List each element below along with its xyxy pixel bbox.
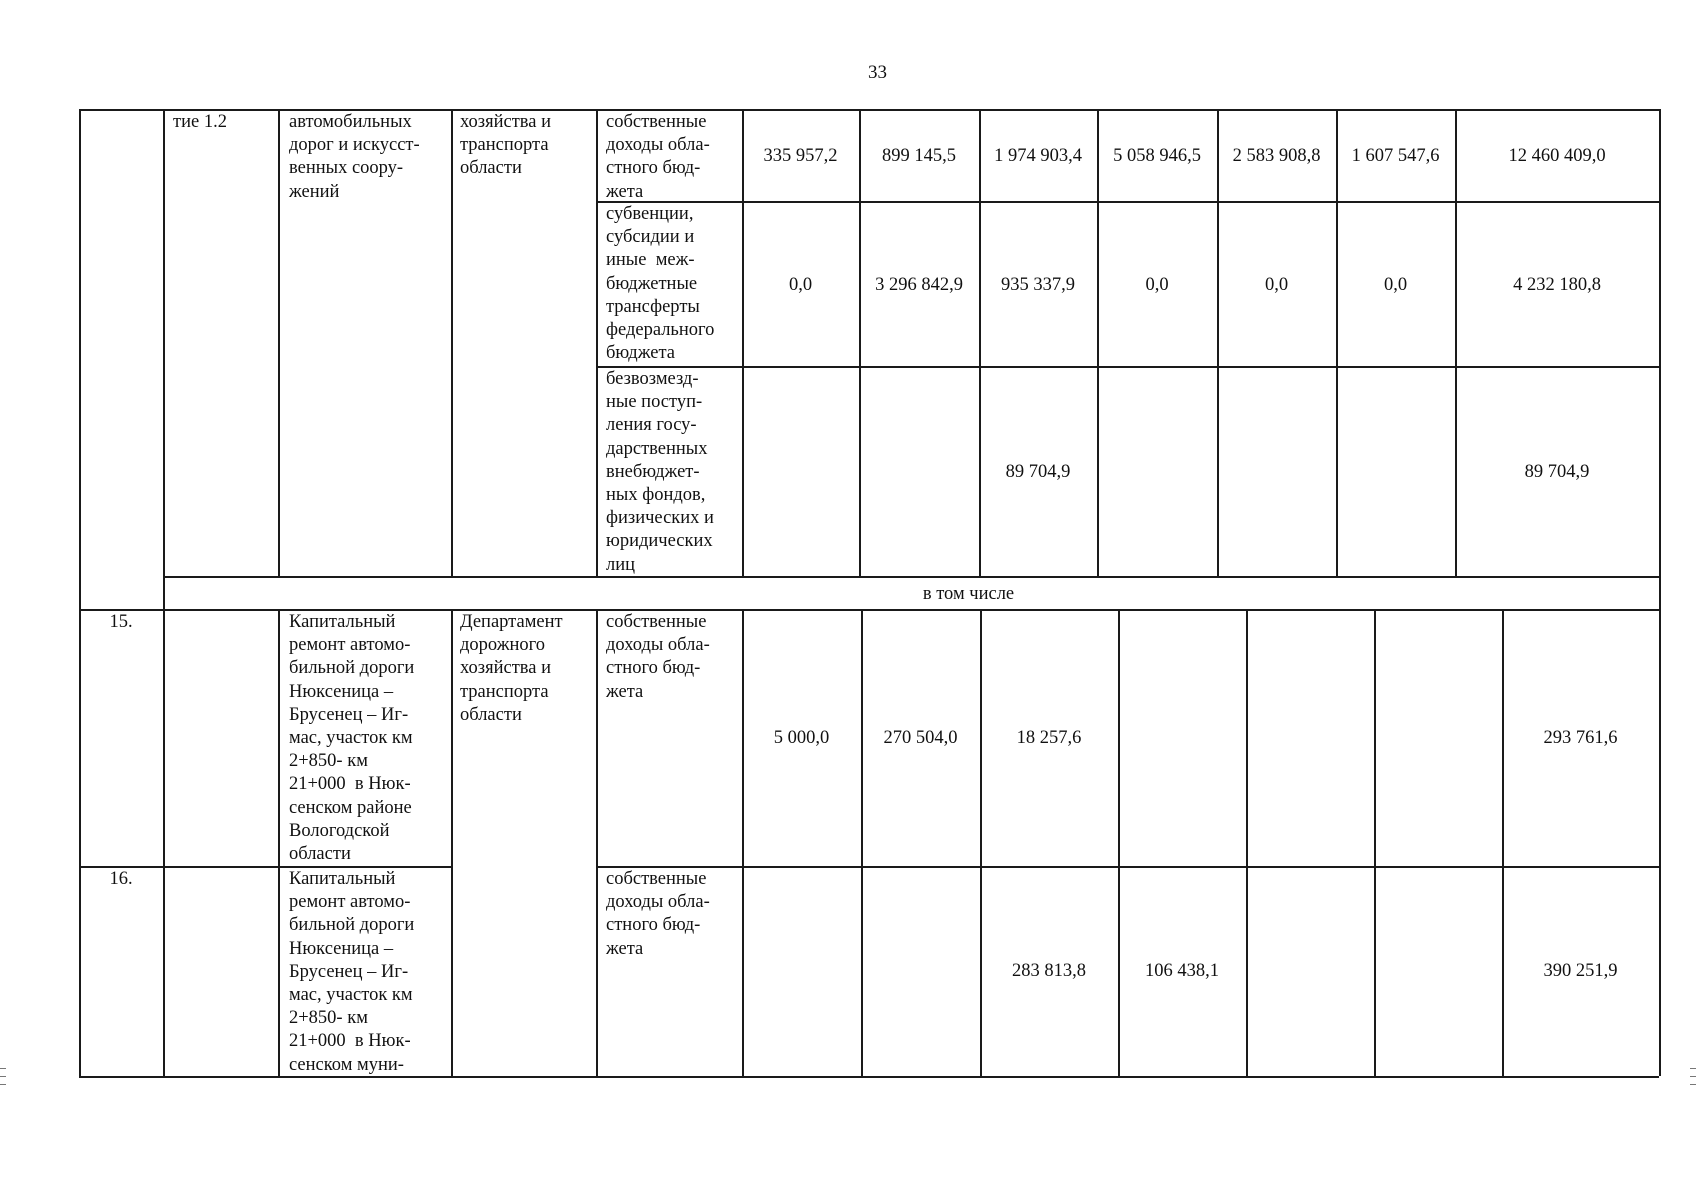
row-number: 16. bbox=[109, 869, 133, 889]
table-rule bbox=[861, 609, 863, 1076]
funding-source: субвенции, субсидии и иные меж- бюджетные трансферты федерального бюджета bbox=[606, 204, 715, 364]
value-cell: 3 296 842,9 bbox=[875, 275, 963, 295]
table-rule bbox=[79, 109, 81, 1076]
table-rule bbox=[596, 609, 598, 1076]
value-cell: 89 704,9 bbox=[1005, 462, 1071, 482]
value-cell: 0,0 bbox=[788, 275, 813, 295]
table-rule bbox=[278, 609, 280, 1076]
table-rule bbox=[451, 109, 453, 576]
value-cell: 18 257,6 bbox=[1016, 728, 1082, 748]
value-cell: 0,0 bbox=[1145, 275, 1169, 295]
value-cell: 0,0 bbox=[1264, 275, 1289, 295]
value-cell: 0,0 bbox=[1383, 275, 1408, 295]
table-rule bbox=[596, 866, 1659, 868]
scan-edge-mark bbox=[1690, 1068, 1696, 1069]
table-rule bbox=[1502, 609, 1504, 1076]
table-rule bbox=[1097, 109, 1099, 576]
executor-name: хозяйства и транспорта области bbox=[460, 112, 552, 179]
page-number: 33 bbox=[868, 62, 887, 83]
table-rule bbox=[163, 109, 165, 1076]
value-cell: 5 058 946,5 bbox=[1113, 146, 1201, 166]
table-rule bbox=[1118, 609, 1120, 1076]
scan-edge-mark bbox=[0, 1076, 6, 1077]
activity-name: Капитальный ремонт автомо- бильной дороги Нюксеница – Брусенец – Иг- мас, участок км 2+850- км 21+000 в Нюк- сенском районе Вологодской области bbox=[289, 612, 415, 865]
value-cell: 293 761,6 bbox=[1543, 728, 1618, 748]
table-rule bbox=[742, 109, 744, 576]
funding-source: безвозмезд- ные поступ- ления госу- дарственных внебюджет- ных фондов, физических и юридических лиц bbox=[606, 369, 714, 575]
value-cell: 1 974 903,4 bbox=[994, 146, 1082, 166]
value-cell: 4 232 180,8 bbox=[1513, 275, 1601, 295]
table-rule bbox=[859, 109, 861, 576]
value-cell: 106 438,1 bbox=[1145, 961, 1219, 981]
scan-edge-mark bbox=[0, 1068, 6, 1069]
table-rule bbox=[451, 609, 453, 1076]
value-cell: 283 813,8 bbox=[1012, 961, 1086, 981]
activity-name: Капитальный ремонт автомо- бильной дороги Нюксеница – Брусенец – Иг- мас, участок км 2+850- км 21+000 в Нюк- сенском муни- bbox=[289, 869, 415, 1075]
value-cell: 390 251,9 bbox=[1543, 961, 1618, 981]
value-cell: 2 583 908,8 bbox=[1232, 146, 1321, 166]
value-cell: 5 000,0 bbox=[773, 728, 830, 748]
program-budget-table bbox=[79, 109, 1659, 1076]
value-cell: 335 957,2 bbox=[763, 146, 838, 166]
table-rule bbox=[1217, 109, 1219, 576]
value-cell: 89 704,9 bbox=[1524, 462, 1590, 482]
value-cell: 1 607 547,6 bbox=[1351, 146, 1440, 166]
table-rule bbox=[1374, 609, 1376, 1076]
table-rule bbox=[1455, 109, 1457, 576]
scan-edge-mark bbox=[1690, 1084, 1696, 1085]
funding-source: собственные доходы обла- стного бюд- жета bbox=[606, 869, 710, 959]
table-rule bbox=[979, 109, 981, 576]
table-rule bbox=[1659, 109, 1661, 1076]
executor-name: Департамент дорожного хозяйства и транспорта области bbox=[460, 612, 563, 725]
table-rule bbox=[596, 109, 598, 576]
table-rule bbox=[163, 576, 1659, 578]
scan-edge-mark bbox=[0, 1084, 6, 1085]
table-rule bbox=[742, 609, 744, 1076]
funding-source: собственные доходы обла- стного бюд- жета bbox=[606, 112, 710, 202]
scan-edge-mark bbox=[1690, 1076, 1696, 1077]
table-rule bbox=[596, 366, 1659, 368]
table-rule bbox=[980, 609, 982, 1076]
including-label: в том числе bbox=[922, 584, 1015, 604]
value-cell: 12 460 409,0 bbox=[1508, 146, 1606, 166]
value-cell: 899 145,5 bbox=[882, 146, 956, 166]
subprogram-label: тие 1.2 bbox=[173, 112, 227, 132]
table-rule bbox=[278, 109, 280, 576]
table-rule bbox=[1246, 609, 1248, 1076]
funding-source: собственные доходы обла- стного бюд- жета bbox=[606, 612, 710, 702]
row-number: 15. bbox=[109, 612, 133, 632]
value-cell: 935 337,9 bbox=[1001, 275, 1075, 295]
value-cell: 270 504,0 bbox=[883, 728, 958, 748]
activity-name: автомобильных дорог и искусст- венных соору- жений bbox=[289, 112, 420, 202]
table-rule bbox=[1336, 109, 1338, 576]
table-rule bbox=[596, 201, 1659, 203]
